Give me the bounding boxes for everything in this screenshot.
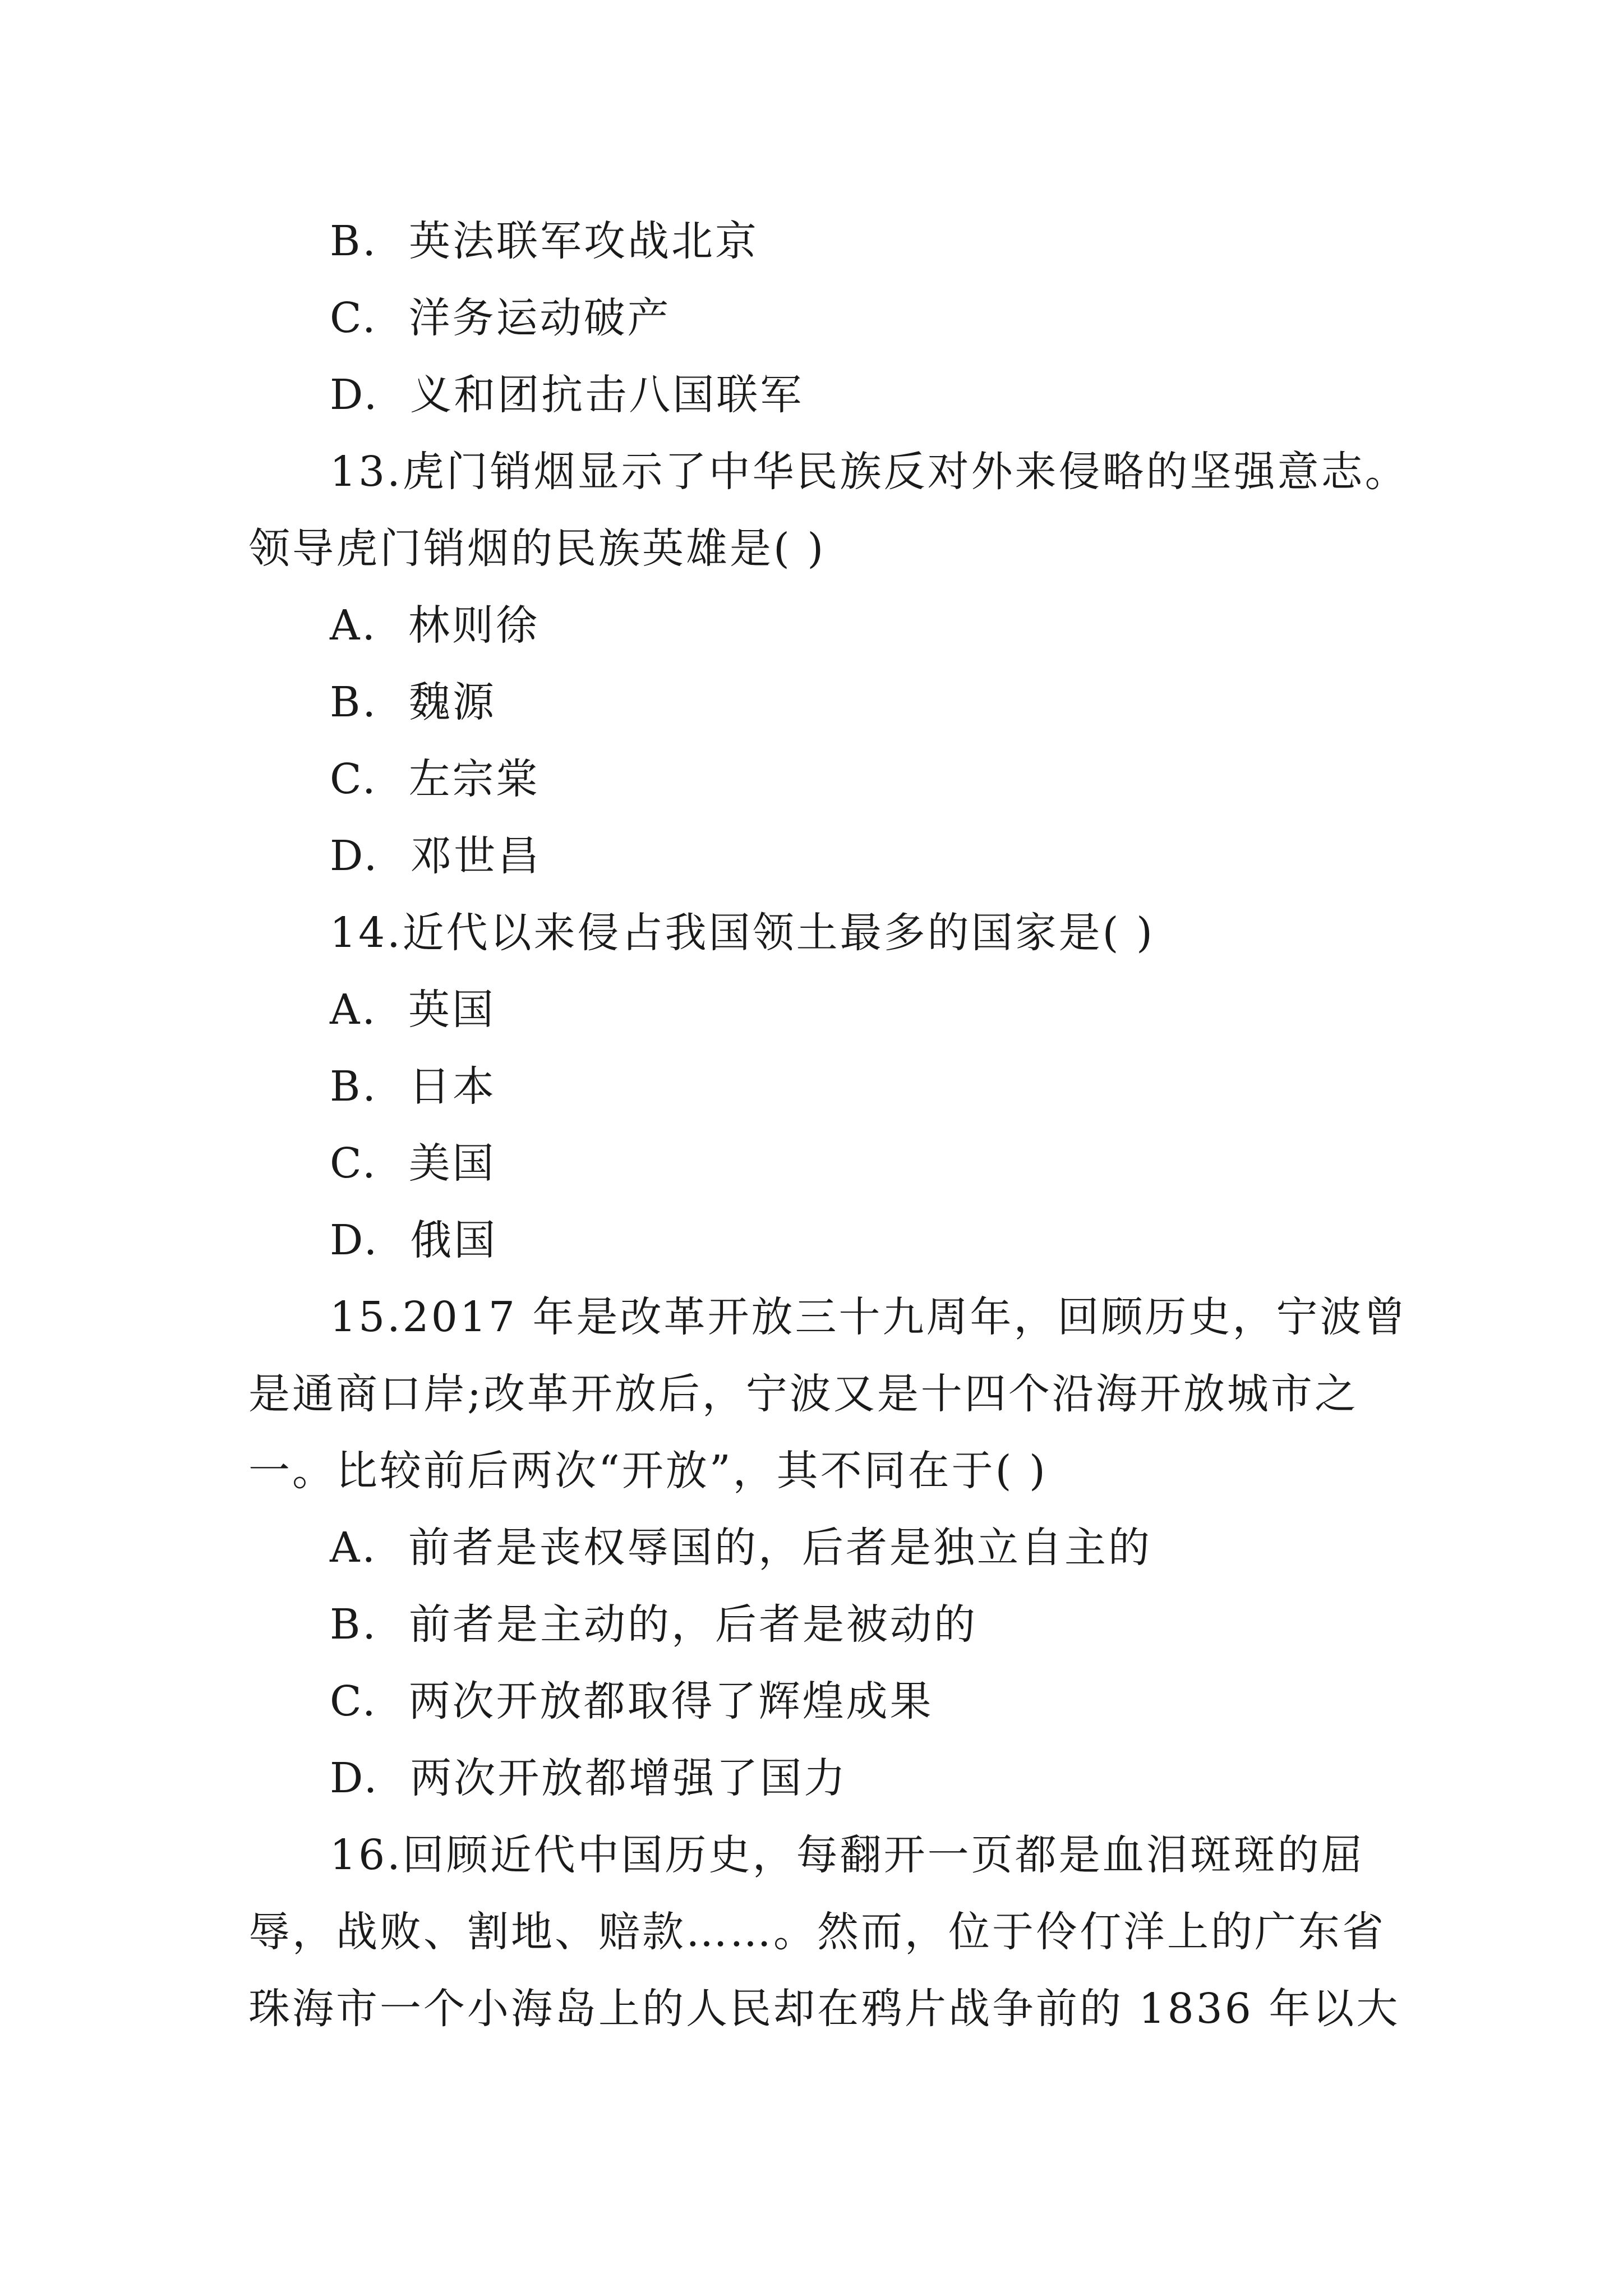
q15-option-d [330, 1750, 847, 1806]
option-label: A. [330, 986, 377, 1034]
q14-option-a [330, 982, 496, 1038]
q14-option-d [330, 1212, 497, 1268]
q13-stem-line-1: 13.虎门销烟显示了中华民族反对外来侵略的坚强意志。 [330, 448, 1409, 496]
option-label: B. [330, 1062, 378, 1111]
option-text: 洋务运动破产 [408, 294, 671, 342]
q16-stem-line-3: 珠海市一个小海岛上的人民却在鸦片战争前的 1836 年以大 [248, 1985, 1400, 2033]
q15-option-b [330, 1596, 978, 1653]
q12-option-b [330, 213, 759, 269]
option-label: C. [330, 755, 378, 803]
option-text: 左宗棠 [408, 755, 540, 803]
q13-stem-line-2: 领导虎门销烟的民族英雄是( ) [248, 524, 826, 573]
option-label: C. [330, 1677, 378, 1726]
option-label: D. [330, 832, 380, 880]
option-label: D. [330, 1754, 380, 1802]
q15-stem-line-1: 15.2017 年是改革开放三十九周年，回顾历史，宁波曾 [330, 1293, 1408, 1341]
option-text: 魏源 [408, 678, 496, 726]
option-text: 两次开放都取得了辉煌成果 [408, 1677, 934, 1726]
option-text: 英国 [408, 986, 496, 1034]
option-text: 俄国 [410, 1216, 498, 1264]
option-label: B. [330, 1600, 378, 1649]
q13-option-b [330, 674, 496, 730]
q13-option-d [330, 828, 541, 884]
q14-option-c [330, 1135, 496, 1191]
option-text: 邓世昌 [410, 832, 542, 880]
q15-option-a [330, 1520, 1152, 1576]
option-label: A. [330, 1524, 377, 1572]
q14-stem-line-1: 14.近代以来侵占我国领土最多的国家是( ) [330, 909, 1155, 957]
option-label: B. [330, 678, 378, 726]
option-label: C. [330, 1139, 378, 1188]
option-label: D. [330, 1216, 380, 1264]
option-text: 英法联军攻战北京 [408, 217, 759, 265]
q15-stem-line-3: 一。比较前后两次“开放”，其不同在于( ) [248, 1447, 1048, 1495]
option-text: 日本 [408, 1062, 496, 1111]
option-text: 前者是丧权辱国的，后者是独立自主的 [408, 1524, 1152, 1572]
option-label: B. [330, 217, 378, 265]
option-text: 美国 [408, 1139, 496, 1188]
q14-option-b [330, 1059, 496, 1115]
option-text: 林则徐 [408, 601, 540, 650]
q15-stem-line-2: 是通商口岸;改革开放后，宁波又是十四个沿海开放城市之 [248, 1370, 1358, 1418]
option-text: 义和团抗击八国联军 [410, 371, 804, 419]
q16-stem-line-1: 16.回顾近代中国历史，每翻开一页都是血泪斑斑的屈 [330, 1831, 1365, 1879]
option-text: 前者是主动的，后者是被动的 [408, 1600, 978, 1649]
option-text: 两次开放都增强了国力 [410, 1754, 848, 1802]
q12-option-c [330, 290, 671, 346]
option-label: A. [330, 601, 377, 650]
q13-option-a [330, 597, 540, 654]
q16-stem-line-2: 辱，战败、割地、赔款……。然而，位于伶仃洋上的广东省 [248, 1908, 1386, 1956]
q15-option-c [330, 1673, 934, 1729]
option-label: C. [330, 294, 378, 342]
q12-option-d [330, 367, 804, 423]
q13-option-c [330, 751, 540, 807]
option-label: D. [330, 371, 380, 419]
